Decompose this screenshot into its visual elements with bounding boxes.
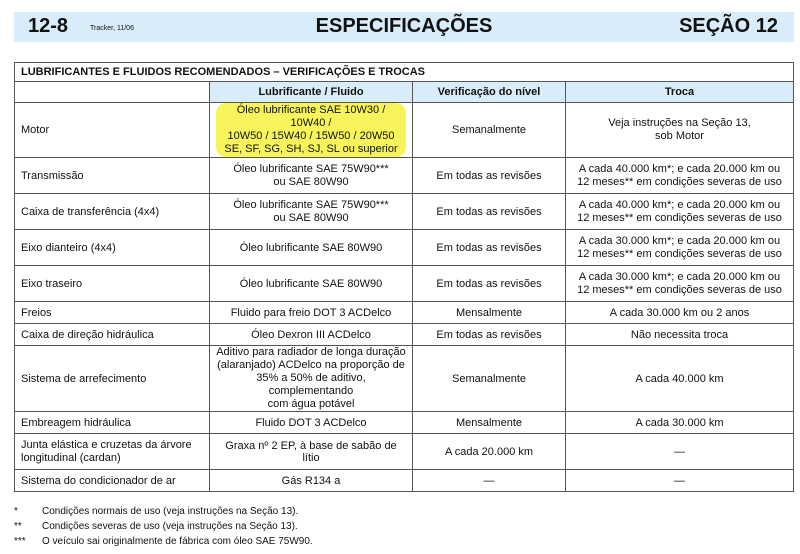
column-header-lubricant: Lubrificante / Fluido bbox=[210, 82, 413, 103]
footnote-text: O veículo sai originalmente de fábrica com óleo SAE 75W90. bbox=[42, 536, 313, 547]
row-system: Caixa de direção hidráulica bbox=[15, 324, 210, 346]
row-lubricant: Aditivo para radiador de longa duração (alaranjado) ACDelco na proporção de 35% a 50% de aditivo, complementando com água potável bbox=[210, 346, 413, 412]
table-row bbox=[15, 346, 794, 412]
row-check: Mensalmente bbox=[413, 412, 566, 434]
column-header-change: Troca bbox=[566, 82, 794, 103]
row-system: Caixa de transferência (4x4) bbox=[15, 194, 210, 230]
row-system: Junta elástica e cruzetas da árvore longitudinal (cardan) bbox=[15, 434, 210, 470]
row-lubricant: Óleo lubrificante SAE 80W90 bbox=[210, 266, 413, 302]
row-system: Transmissão bbox=[15, 158, 210, 194]
row-change: Veja instruções na Seção 13, sob Motor bbox=[566, 103, 794, 158]
row-check: Em todas as revisões bbox=[413, 158, 566, 194]
footnote bbox=[14, 519, 313, 534]
table-row bbox=[15, 470, 794, 492]
row-change: — bbox=[566, 470, 794, 492]
row-check: Semanalmente bbox=[413, 346, 566, 412]
row-system: Freios bbox=[15, 302, 210, 324]
row-check: Em todas as revisões bbox=[413, 230, 566, 266]
footnote bbox=[14, 534, 313, 549]
row-lubricant: Óleo lubrificante SAE 75W90*** ou SAE 80W90 bbox=[210, 158, 413, 194]
table-title-row bbox=[15, 63, 794, 82]
footnote-mark: ** bbox=[14, 521, 22, 532]
row-check: Em todas as revisões bbox=[413, 266, 566, 302]
row-system: Eixo traseiro bbox=[15, 266, 210, 302]
table-header-row bbox=[15, 82, 794, 103]
row-system: Sistema do condicionador de ar bbox=[15, 470, 210, 492]
table-row bbox=[15, 194, 794, 230]
row-change: A cada 40.000 km bbox=[566, 346, 794, 412]
footnote-text: Condições normais de uso (veja instruções na Seção 13). bbox=[42, 506, 299, 517]
row-lubricant bbox=[210, 103, 413, 158]
table-row bbox=[15, 230, 794, 266]
row-check: Semanalmente bbox=[413, 103, 566, 158]
row-lubricant: Graxa nº 2 EP, à base de sabão de lítio bbox=[210, 434, 413, 470]
row-check: Em todas as revisões bbox=[413, 324, 566, 346]
column-header-check: Verificação do nível bbox=[413, 82, 566, 103]
page-header bbox=[14, 12, 794, 42]
row-change: A cada 40.000 km*; e cada 20.000 km ou 12 meses** em condições severas de uso bbox=[566, 158, 794, 194]
row-lubricant: Gás R134 a bbox=[210, 470, 413, 492]
row-check: — bbox=[413, 470, 566, 492]
row-check: Em todas as revisões bbox=[413, 194, 566, 230]
row-lubricant: Fluido para freio DOT 3 ACDelco bbox=[210, 302, 413, 324]
table-row bbox=[15, 324, 794, 346]
row-change: A cada 30.000 km ou 2 anos bbox=[566, 302, 794, 324]
footnote bbox=[14, 504, 313, 519]
table-row bbox=[15, 302, 794, 324]
footnotes bbox=[14, 504, 313, 549]
row-lubricant: Óleo lubrificante SAE 80W90 bbox=[210, 230, 413, 266]
row-change: A cada 30.000 km*; e cada 20.000 km ou 12 meses** em condições severas de uso bbox=[566, 266, 794, 302]
table-row bbox=[15, 103, 794, 158]
table-row bbox=[15, 266, 794, 302]
row-change: — bbox=[566, 434, 794, 470]
row-system: Sistema de arrefecimento bbox=[15, 346, 210, 412]
page-number: 12-8 bbox=[28, 15, 69, 37]
row-change: Não necessita troca bbox=[566, 324, 794, 346]
row-check: Mensalmente bbox=[413, 302, 566, 324]
page-edition: Tracker, 11/06 bbox=[90, 25, 134, 32]
page-title: ESPECIFICAÇÕES bbox=[315, 15, 493, 37]
table-row bbox=[15, 434, 794, 470]
lubricants-table bbox=[14, 62, 794, 492]
table-title: LUBRIFICANTES E FLUIDOS RECOMENDADOS – VERIFICAÇÕES E TROCAS bbox=[15, 63, 794, 82]
row-lubricant: Óleo Dexron III ACDelco bbox=[210, 324, 413, 346]
row-change: A cada 40.000 km*; e cada 20.000 km ou 12 meses** em condições severas de uso bbox=[566, 194, 794, 230]
highlighted-lubricant: Óleo lubrificante SAE 10W30 / 10W40 / 10W50 / 15W40 / 15W50 / 20W50 SE, SF, SG, SH, SJ, SL ou superior bbox=[216, 103, 406, 157]
table-row bbox=[15, 158, 794, 194]
footnote-mark: *** bbox=[14, 536, 26, 547]
column-header-system bbox=[15, 82, 210, 103]
table-row bbox=[15, 412, 794, 434]
row-lubricant: Fluido DOT 3 ACDelco bbox=[210, 412, 413, 434]
row-change: A cada 30.000 km bbox=[566, 412, 794, 434]
footnote-mark: * bbox=[14, 506, 18, 517]
row-change: A cada 30.000 km*; e cada 20.000 km ou 12 meses** em condições severas de uso bbox=[566, 230, 794, 266]
section-label: SEÇÃO 12 bbox=[679, 15, 778, 37]
row-lubricant: Óleo lubrificante SAE 75W90*** ou SAE 80W90 bbox=[210, 194, 413, 230]
row-system: Eixo dianteiro (4x4) bbox=[15, 230, 210, 266]
row-check: A cada 20.000 km bbox=[413, 434, 566, 470]
row-system: Embreagem hidráulica bbox=[15, 412, 210, 434]
row-system: Motor bbox=[15, 103, 210, 158]
footnote-text: Condições severas de uso (veja instruções na Seção 13). bbox=[42, 521, 298, 532]
